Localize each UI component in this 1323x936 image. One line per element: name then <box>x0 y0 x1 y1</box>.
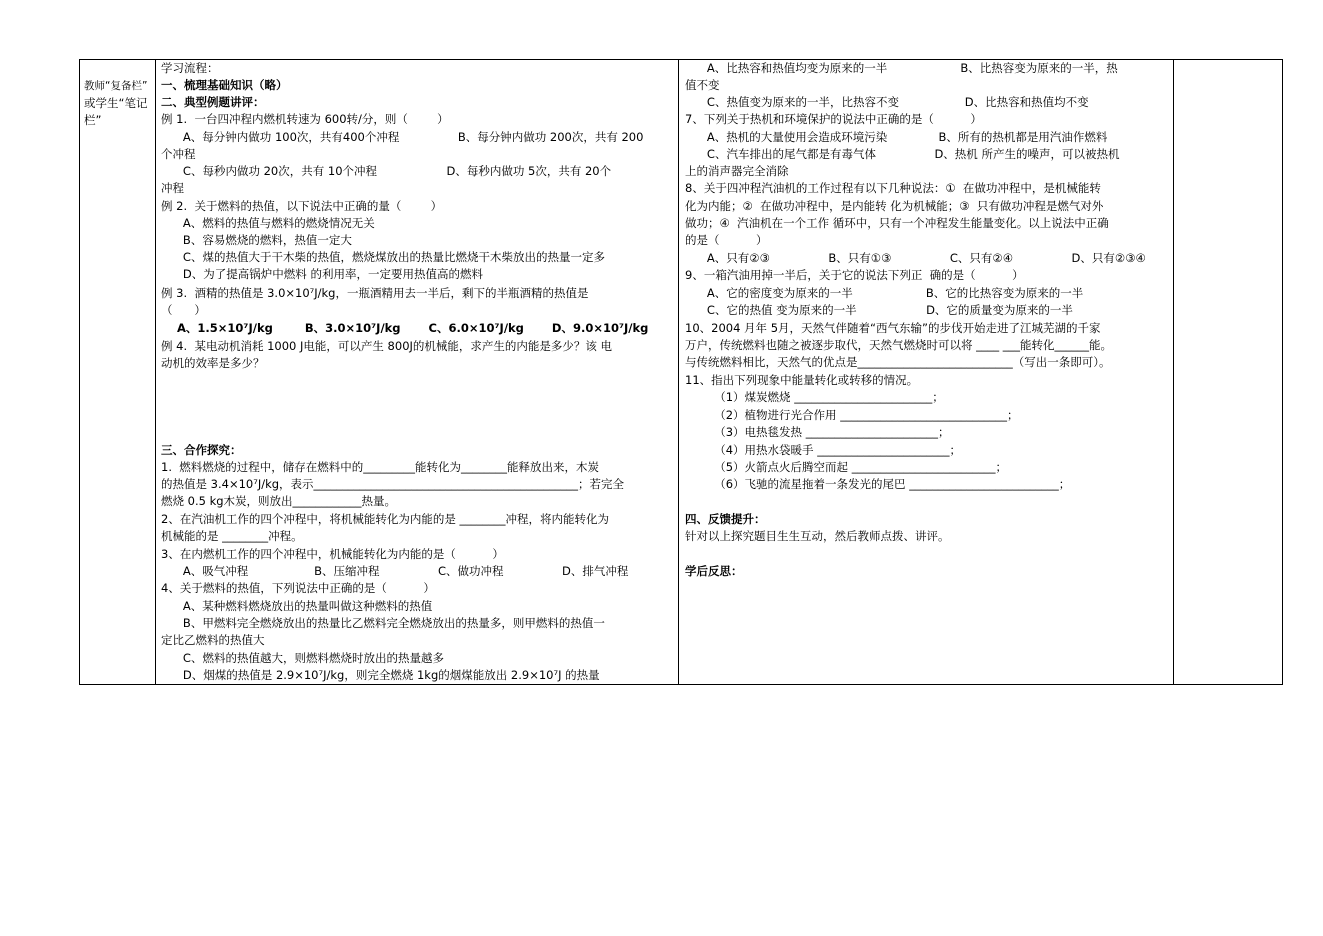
fill-in-line: （5）火箭点火后腾空而起 _________________________； <box>685 460 1007 474</box>
option-line: 上的消声器完全消除 <box>685 164 789 178</box>
example-1: 例 1. 一台四冲程内燃机转速为 600转/分，则（ ） <box>161 112 449 126</box>
fill-in-line: （4）用热水袋暖手 _______________________； <box>685 443 961 457</box>
question-line: 机械能的是 ________冲程。 <box>161 529 303 543</box>
instruction-text: 针对以上探究题目生生互动，然后教师点拨、讲评。 <box>685 529 950 543</box>
section-heading: 学后反思： <box>685 564 743 578</box>
option-line: C、煤的热值大于干木柴的热值，燃烧煤放出的热量比燃烧干木柴放出的热量一定多 <box>161 250 605 264</box>
fill-in-line: （3）电热毯发热 _______________________； <box>685 425 950 439</box>
option-line: A、比热容和热值均变为原来的一半 B、比热容变为原来的一半，热 <box>685 61 1118 75</box>
example-3: 例 3. 酒精的热值是 3.0×10⁷J/kg，一瓶酒精用去一半后，剩下的半瓶酒精的热值是 <box>161 286 589 300</box>
question-line: 7、下列关于热机和环境保护的说法中正确的是（ ） <box>685 112 982 126</box>
example-4: 例 4. 某电动机消耗 1000 J电能，可以产生 800J的机械能，求产生的内能是多少？该 电 <box>161 339 613 353</box>
question-line: 1. 燃料燃烧的过程中，储存在燃料中的_________能转化为________能释放出来，木炭 <box>161 460 600 474</box>
option-line: C、汽车排出的尾气都是有毒气体 D、热机 所产生的噪声，可以被热机 <box>685 147 1120 161</box>
question-line: 11、指出下列现象中能量转化或转移的情况。 <box>685 373 919 387</box>
note-column <box>80 60 155 684</box>
question-line: 8、关于四冲程汽油机的工作过程有以下几种说法：① 在做功冲程中，是机械能转 <box>685 181 1101 195</box>
option-line: A、每分钟内做功 100次，共有400个冲程 B、每分钟内做功 200次，共有 200 <box>161 130 644 144</box>
example-2: 例 2. 关于燃料的热值，以下说法中正确的量（ ） <box>161 199 443 213</box>
option-line: D、烟煤的热值是 2.9×10⁷J/kg，则完全燃烧 1kg的烟煤能放出 2.9×10⁷J 的热量 <box>161 668 600 682</box>
option-line: 值不变 <box>685 78 720 92</box>
question-line: 与传统燃料相比，天然气的优点是___________________________（写出一条即可）。 <box>685 355 1111 369</box>
option-line: A、它的密度变为原来的一半 B、它的比热容变为原来的一半 <box>685 286 1084 300</box>
option-line: C、每秒内做功 20次，共有 10个冲程 D、每秒内做功 5次，共有 20个 <box>161 164 612 178</box>
question-line: 2、在汽油机工作的四个冲程中，将机械能转化为内能的是 ________冲程，将内能转化为 <box>161 512 609 526</box>
fill-in-line: （1）煤炭燃烧 ________________________； <box>685 390 944 404</box>
question-line: 3、在内燃机工作的四个冲程中，机械能转化为内能的是（ ） <box>161 547 504 561</box>
fill-in-line: （2）植物进行光合作用 _____________________________； <box>685 408 1019 422</box>
question-line: 4、关于燃料的热值，下列说法中正确的是（ ） <box>161 581 435 595</box>
option-line: D、为了提高锅炉中燃料 的利用率，一定要用热值高的燃料 <box>161 267 483 281</box>
option-line: B、甲燃料完全燃烧放出的热量比乙燃料完全燃烧放出的热量多，则甲燃料的热值一 <box>161 616 605 630</box>
option-line: B、容易燃烧的燃料，热值一定大 <box>161 233 352 247</box>
option-line: （ ） <box>161 303 206 317</box>
option-line: C、它的热值 变为原来的一半 D、它的质量变为原来的一半 <box>685 303 1073 317</box>
option-line: 个冲程 <box>161 147 196 161</box>
question-line: 万户，传统燃料也随之被逐步取代，天然气燃烧时可以将 ____ ___能转化______能。 <box>685 338 1113 352</box>
option-line: A、1.5×10⁷J/kg B、3.0×10⁷J/kg C、6.0×10⁷J/kg D、9.0×10⁷J/kg <box>161 321 649 335</box>
learning-process-column <box>156 60 678 684</box>
note-label-line: 或学生“笔记 <box>84 96 148 110</box>
example-4: 动机的效率是多少？ <box>161 356 265 370</box>
option-line: A、某种燃料燃烧放出的热量叫做这种燃料的热值 <box>161 599 433 613</box>
option-line: 定比乙燃料的热值大 <box>161 633 265 647</box>
section-heading: 三、合作探究： <box>161 443 242 457</box>
option-line: C、热值变为原来的一半，比热容不变 D、比热容和热值均不变 <box>685 95 1089 109</box>
question-line: 的是（ ） <box>685 233 768 247</box>
question-line: 的热值是 3.4×10⁷J/kg，表示______________________________________________；若完全 <box>161 477 625 491</box>
question-line: 9、一箱汽油用掉一半后，关于它的说法下列正 确的是（ ） <box>685 268 1024 282</box>
option-line: A、燃料的热值与燃料的燃烧情况无关 <box>161 216 375 230</box>
option-line: A、只有②③ B、只有①③ C、只有②④ D、只有②③④ <box>685 251 1146 265</box>
option-line: 冲程 <box>161 181 184 195</box>
option-line: A、吸气冲程 B、压缩冲程 C、做功冲程 D、排气冲程 <box>161 564 629 578</box>
lesson-table <box>79 59 1283 685</box>
fill-in-line: （6）飞驰的流星拖着一条发光的尾巴 __________________________； <box>685 477 1071 491</box>
question-line: 10、2004 月年 5月，天然气伴随着“西气东输”的步伐开始走进了江城芜湖的千家 <box>685 321 1101 335</box>
question-line: 燃烧 0.5 kg木炭，则放出____________热量。 <box>161 494 397 508</box>
blank-column <box>1174 60 1282 684</box>
note-label-line: 栏” <box>84 113 102 127</box>
exercise-column <box>679 60 1173 684</box>
option-line: C、燃料的热值越大，则燃料燃烧时放出的热量越多 <box>161 651 444 665</box>
section-heading: 学习流程： <box>161 61 219 75</box>
question-line: 化为内能；② 在做功冲程中，是内能转 化为机械能；③ 只有做功冲程是燃气对外 <box>685 199 1104 213</box>
option-line: A、热机的大量使用会造成环境污染 B、所有的热机都是用汽油作燃料 <box>685 130 1108 144</box>
question-line: 做功；④ 汽油机在一个工作 循环中，只有一个冲程发生能量变化。以上说法中正确 <box>685 216 1109 230</box>
section-heading: 四、反馈提升： <box>685 512 766 526</box>
section-heading: 二、典型例题讲评： <box>161 95 265 109</box>
section-heading: 一、梳理基础知识（略） <box>161 78 288 92</box>
note-label-line: 教师“复备栏” <box>84 80 148 92</box>
